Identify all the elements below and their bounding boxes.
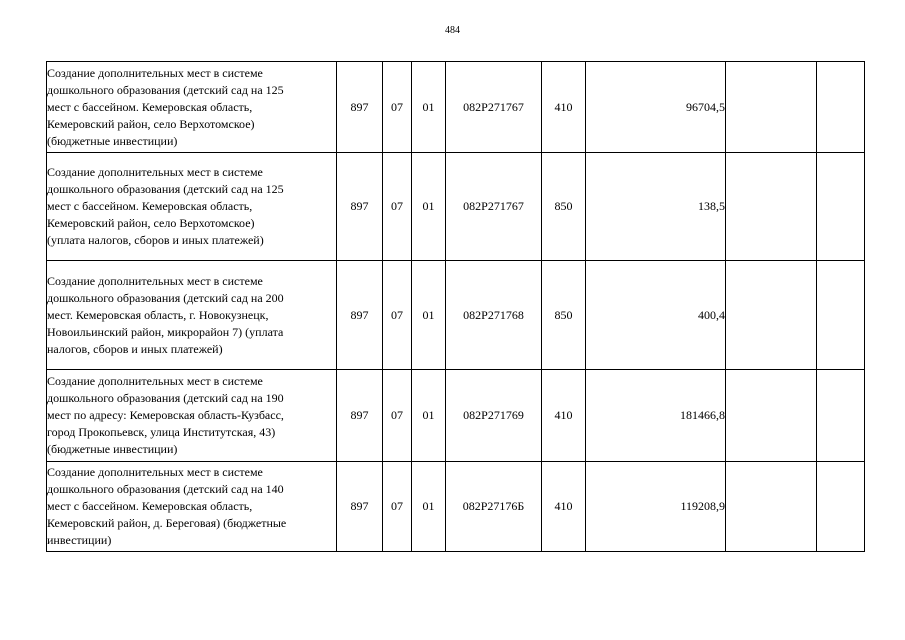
target-article-cell: 082P27176Б xyxy=(446,462,542,552)
target-article-cell: 082P271768 xyxy=(446,261,542,370)
empty-cell xyxy=(726,462,817,552)
table-row xyxy=(47,462,865,552)
table-row xyxy=(47,261,865,370)
expense-type-cell: 410 xyxy=(542,370,586,462)
empty-cell xyxy=(726,62,817,153)
section-code-cell: 07 xyxy=(383,153,412,261)
expense-type-cell: 410 xyxy=(542,462,586,552)
empty-cell xyxy=(726,153,817,261)
section-code-cell: 07 xyxy=(383,462,412,552)
expense-type-cell: 410 xyxy=(542,62,586,153)
subsection-code-cell: 01 xyxy=(412,153,446,261)
table-row xyxy=(47,370,865,462)
amount-cell: 96704,5 xyxy=(586,62,726,153)
ministry-code-cell: 897 xyxy=(337,261,383,370)
subsection-code-cell: 01 xyxy=(412,62,446,153)
empty-cell xyxy=(726,261,817,370)
description-cell: Создание дополнительных мест в системе дошкольного образования (детский сад на 190 мест по адресу: Кемеровская область-Кузбасс, город Прокопьевск, улица Институтская, 43) (бюджетные инвестиции) xyxy=(47,370,337,462)
subsection-code-cell: 01 xyxy=(412,261,446,370)
ministry-code-cell: 897 xyxy=(337,370,383,462)
amount-cell: 138,5 xyxy=(586,153,726,261)
empty-cell xyxy=(817,370,865,462)
target-article-cell: 082P271769 xyxy=(446,370,542,462)
table-row xyxy=(47,153,865,261)
empty-cell xyxy=(817,62,865,153)
page-number: 484 xyxy=(445,25,460,36)
description-cell: Создание дополнительных мест в системе дошкольного образования (детский сад на 200 мест. Кемеровская область, г. Новокузнецк, Новоильинский район, микрорайон 7) (уплата налогов, сборов и иных платежей) xyxy=(47,261,337,370)
target-article-cell: 082P271767 xyxy=(446,62,542,153)
subsection-code-cell: 01 xyxy=(412,370,446,462)
section-code-cell: 07 xyxy=(383,62,412,153)
ministry-code-cell: 897 xyxy=(337,462,383,552)
section-code-cell: 07 xyxy=(383,370,412,462)
empty-cell xyxy=(817,153,865,261)
amount-cell: 400,4 xyxy=(586,261,726,370)
ministry-code-cell: 897 xyxy=(337,153,383,261)
empty-cell xyxy=(817,261,865,370)
amount-cell: 119208,9 xyxy=(586,462,726,552)
expense-type-cell: 850 xyxy=(542,261,586,370)
empty-cell xyxy=(817,462,865,552)
table-row xyxy=(47,62,865,153)
subsection-code-cell: 01 xyxy=(412,462,446,552)
expense-type-cell: 850 xyxy=(542,153,586,261)
amount-cell: 181466,8 xyxy=(586,370,726,462)
empty-cell xyxy=(726,370,817,462)
target-article-cell: 082P271767 xyxy=(446,153,542,261)
ministry-code-cell: 897 xyxy=(337,62,383,153)
description-cell: Создание дополнительных мест в системе дошкольного образования (детский сад на 140 мест с бассейном. Кемеровская область, Кемеровский район, д. Береговая) (бюджетные инвестиции) xyxy=(47,462,337,552)
budget-table xyxy=(46,61,865,552)
section-code-cell: 07 xyxy=(383,261,412,370)
description-cell: Создание дополнительных мест в системе дошкольного образования (детский сад на 125 мест с бассейном. Кемеровская область, Кемеровский район, село Верхотомское) (уплата налогов, сборов и иных платежей) xyxy=(47,153,337,261)
description-cell: Создание дополнительных мест в системе дошкольного образования (детский сад на 125 мест с бассейном. Кемеровская область, Кемеровский район, село Верхотомское) (бюджетные инвестиции) xyxy=(47,62,337,153)
